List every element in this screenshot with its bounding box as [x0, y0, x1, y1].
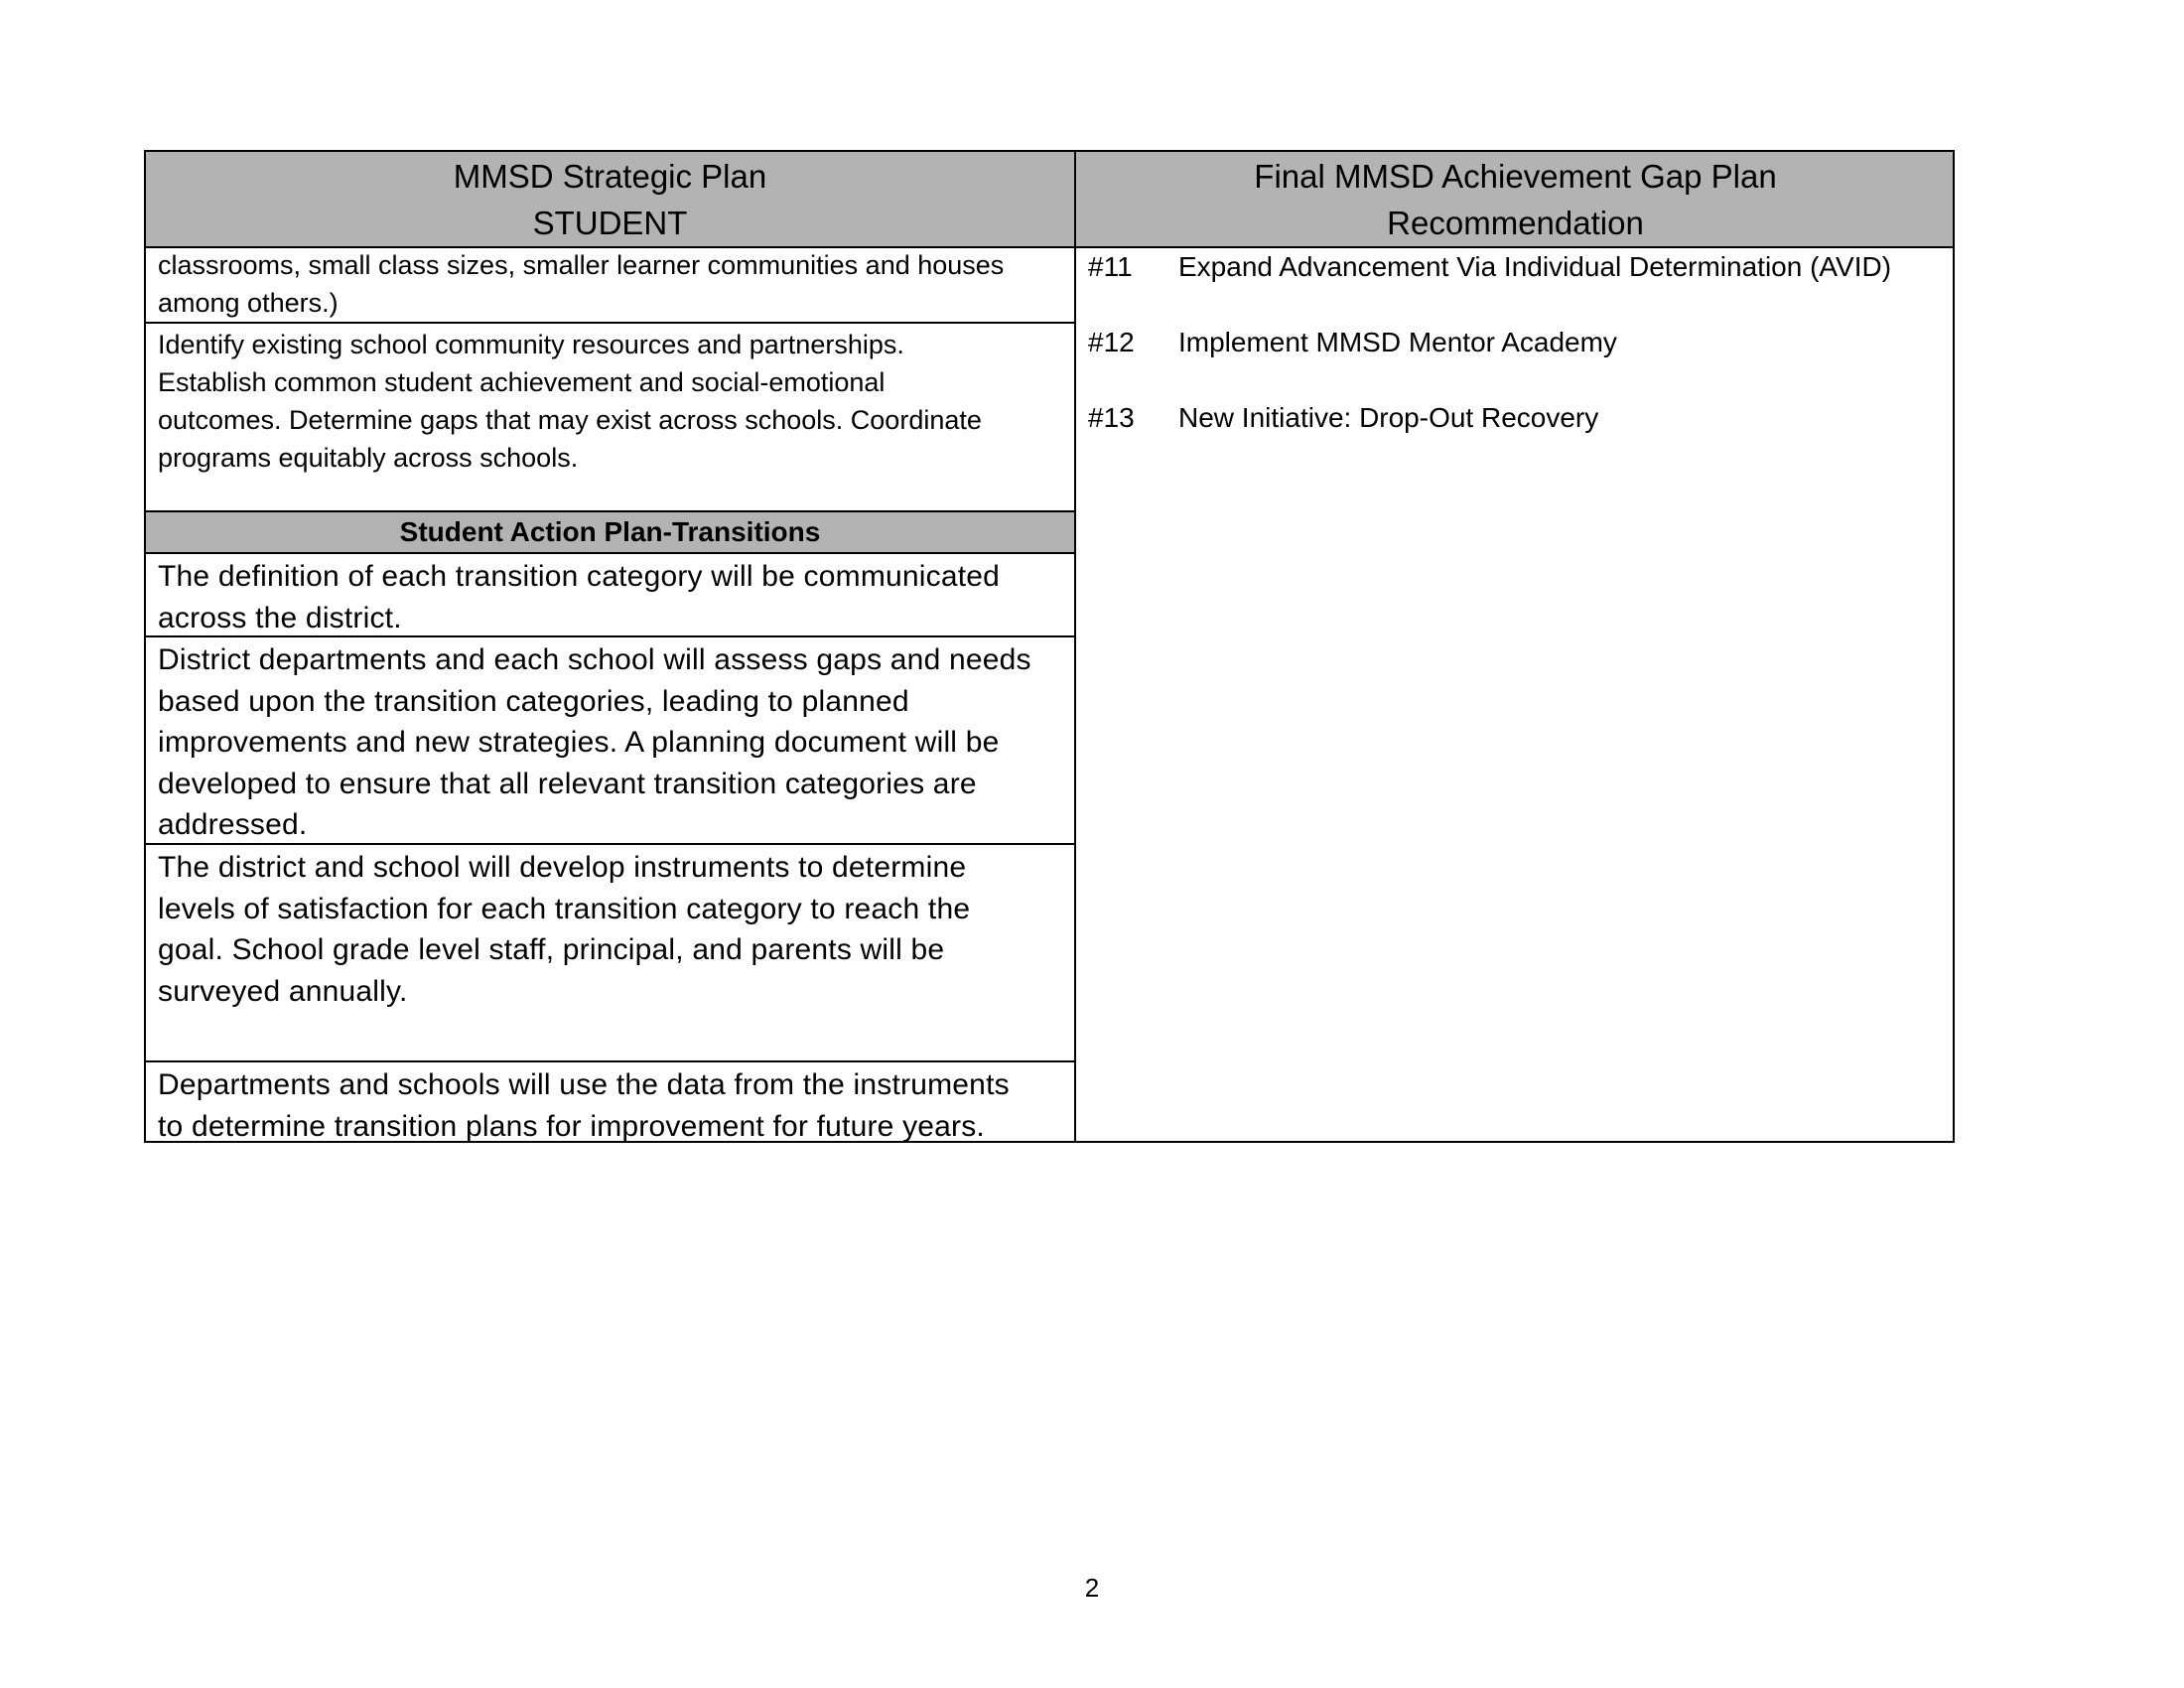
header-recommendation-line1: Final MMSD Achievement Gap Plan — [1254, 157, 1777, 195]
transition-row-line: The district and school will develop instruments to determine — [158, 851, 967, 884]
recommendation-number: #11 — [1088, 251, 1133, 282]
header-strategic-plan-line1: MMSD Strategic Plan — [453, 157, 767, 195]
transition-row-line: to determine transition plans for improvement for future years. — [158, 1109, 985, 1143]
transition-row-line: across the district. — [158, 601, 402, 634]
transition-row-line: surveyed annually. — [158, 974, 408, 1008]
strategy-row-line: programs equitably across schools. — [158, 443, 579, 473]
transition-row-line: based upon the transition categories, leading to planned — [158, 684, 909, 718]
transition-row — [146, 554, 1074, 637]
header-recommendation-line2: Recommendation — [1387, 204, 1644, 241]
strategy-row — [146, 246, 1074, 324]
recommendation-number: #12 — [1088, 327, 1135, 357]
recommendation-text: Expand Advancement Via Individual Determination (AVID) — [1178, 251, 1892, 282]
strategy-row-line: among others.) — [158, 288, 339, 318]
transition-row — [146, 1062, 1074, 1143]
strategy-row-line: Identify existing school community resources and partnerships. — [158, 330, 904, 359]
transition-row-line: The definition of each transition category will be communicated — [158, 560, 1001, 593]
transition-row-line: improvements and new strategies. A planning document will be — [158, 726, 1000, 759]
strategy-row-line: classrooms, small class sizes, smaller learner communities and houses — [158, 250, 1005, 280]
transition-row — [146, 637, 1074, 845]
header-strategic-plan — [146, 152, 1074, 246]
recommendation-text: New Initiative: Drop-Out Recovery — [1178, 402, 1599, 433]
transition-row-line: Departments and schools will use the data from the instruments — [158, 1068, 1010, 1101]
strategy-row-line: outcomes. Determine gaps that may exist across schools. Coordinate — [158, 405, 982, 435]
strategic-plan-table — [144, 150, 1955, 1143]
transition-row-line: goal. School grade level staff, principal, and parents will be — [158, 933, 945, 966]
recommendation-item — [1076, 324, 1955, 399]
table-header-row — [146, 152, 1953, 248]
recommendation-item — [1076, 399, 1955, 475]
section-subheading-text: Student Action Plan-Transitions — [399, 516, 821, 547]
transition-row-line: District departments and each school will assess gaps and needs — [158, 643, 1031, 676]
header-recommendation — [1076, 152, 1955, 246]
recommendation-item — [1076, 248, 1955, 324]
header-strategic-plan-line2: STUDENT — [532, 204, 688, 241]
transition-row — [146, 845, 1074, 1062]
recommendation-list — [1076, 246, 1955, 475]
recommendation-number: #13 — [1088, 402, 1135, 433]
recommendation-text: Implement MMSD Mentor Academy — [1178, 327, 1617, 357]
strategy-row-line: Establish common student achievement and social-emotional — [158, 367, 886, 397]
transition-row-line: addressed. — [158, 808, 308, 841]
transition-row-line: levels of satisfaction for each transition category to reach the — [158, 892, 971, 925]
transition-row-line: developed to ensure that all relevant transition categories are — [158, 767, 977, 800]
section-subheading — [146, 510, 1074, 554]
page-number: 2 — [1084, 1573, 1100, 1603]
strategy-row — [146, 326, 1074, 511]
